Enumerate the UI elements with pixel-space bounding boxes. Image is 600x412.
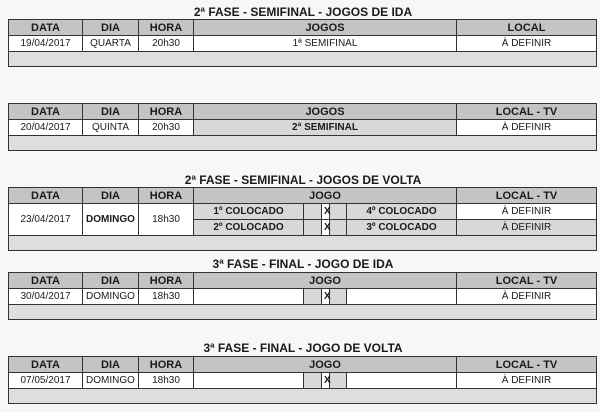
spacer-row [9, 389, 597, 404]
cell-day: DOMINGO [83, 289, 139, 305]
cell-home-score [304, 289, 322, 305]
header-data: DATA [9, 188, 83, 204]
cell-home-team: 2º COLOCADO [194, 220, 304, 236]
cell-away-score [330, 289, 347, 305]
cell-home-team [194, 373, 304, 389]
cell-game: 2ª SEMIFINAL [194, 120, 457, 136]
cell-away-score [330, 204, 347, 220]
schedule-table-2 [8, 103, 597, 151]
cell-game: 1ª SEMIFINAL [194, 36, 457, 52]
cell-versus: X [322, 220, 330, 236]
header-jogo: JOGO [194, 357, 457, 373]
schedule-table-1 [8, 19, 597, 67]
section-1-title: 2ª FASE - SEMIFINAL - JOGOS DE IDA [193, 5, 413, 19]
cell-day: QUINTA [83, 120, 139, 136]
cell-home-score [304, 220, 322, 236]
cell-local: À DEFINIR [457, 289, 597, 305]
cell-local: À DEFINIR [457, 36, 597, 52]
schedule-table-3 [8, 187, 597, 251]
spacer-row [9, 305, 597, 320]
cell-date: 30/04/2017 [9, 289, 83, 305]
header-hora: HORA [139, 104, 194, 120]
header-jogos: JOGOS [194, 104, 457, 120]
cell-time: 20h30 [139, 120, 194, 136]
cell-versus: X [322, 289, 330, 305]
header-local: LOCAL - TV [457, 188, 597, 204]
cell-date: 07/05/2017 [9, 373, 83, 389]
section-3-title: 2ª FASE - SEMIFINAL - JOGOS DE VOLTA [184, 173, 422, 187]
header-data: DATA [9, 273, 83, 289]
header-local: LOCAL - TV [457, 104, 597, 120]
cell-time: 18h30 [139, 289, 194, 305]
cell-day: DOMINGO [83, 373, 139, 389]
header-hora: HORA [139, 188, 194, 204]
cell-away-team [347, 289, 457, 305]
cell-local: À DEFINIR [457, 220, 597, 236]
spacer-row [9, 236, 597, 251]
header-dia: DIA [83, 104, 139, 120]
cell-versus: X [322, 204, 330, 220]
header-jogos: JOGOS [194, 20, 457, 36]
header-jogo: JOGO [194, 188, 457, 204]
cell-home-score [304, 204, 322, 220]
cell-local: À DEFINIR [457, 373, 597, 389]
cell-date: 23/04/2017 [9, 204, 83, 236]
header-dia: DIA [83, 188, 139, 204]
cell-time: 20h30 [139, 36, 194, 52]
cell-home-score [304, 373, 322, 389]
spacer-row [9, 52, 597, 67]
header-dia: DIA [83, 273, 139, 289]
header-data: DATA [9, 357, 83, 373]
cell-away-team [347, 373, 457, 389]
header-hora: HORA [139, 20, 194, 36]
section-4-title: 3ª FASE - FINAL - JOGO DE IDA [212, 257, 394, 271]
cell-away-team: 4º COLOCADO [347, 204, 457, 220]
cell-date: 19/04/2017 [9, 36, 83, 52]
cell-away-score [330, 220, 347, 236]
cell-time: 18h30 [139, 204, 194, 236]
cell-day: QUARTA [83, 36, 139, 52]
cell-local: À DEFINIR [457, 120, 597, 136]
header-dia: DIA [83, 20, 139, 36]
header-local: LOCAL - TV [457, 273, 597, 289]
cell-away-score [330, 373, 347, 389]
cell-versus: X [322, 373, 330, 389]
header-data: DATA [9, 20, 83, 36]
schedule-table-5 [8, 356, 597, 404]
cell-date: 20/04/2017 [9, 120, 83, 136]
header-hora: HORA [139, 273, 194, 289]
cell-day: DOMINGO [83, 204, 139, 236]
schedule-table-4 [8, 272, 597, 320]
cell-home-team: 1º COLOCADO [194, 204, 304, 220]
header-dia: DIA [83, 357, 139, 373]
header-local: LOCAL [457, 20, 597, 36]
cell-home-team [194, 289, 304, 305]
header-local: LOCAL - TV [457, 357, 597, 373]
header-jogo: JOGO [194, 273, 457, 289]
header-hora: HORA [139, 357, 194, 373]
cell-time: 18h30 [139, 373, 194, 389]
spacer-row [9, 136, 597, 151]
cell-local: À DEFINIR [457, 204, 597, 220]
section-5-title: 3ª FASE - FINAL - JOGO DE VOLTA [203, 341, 403, 355]
cell-away-team: 3º COLOCADO [347, 220, 457, 236]
header-data: DATA [9, 104, 83, 120]
